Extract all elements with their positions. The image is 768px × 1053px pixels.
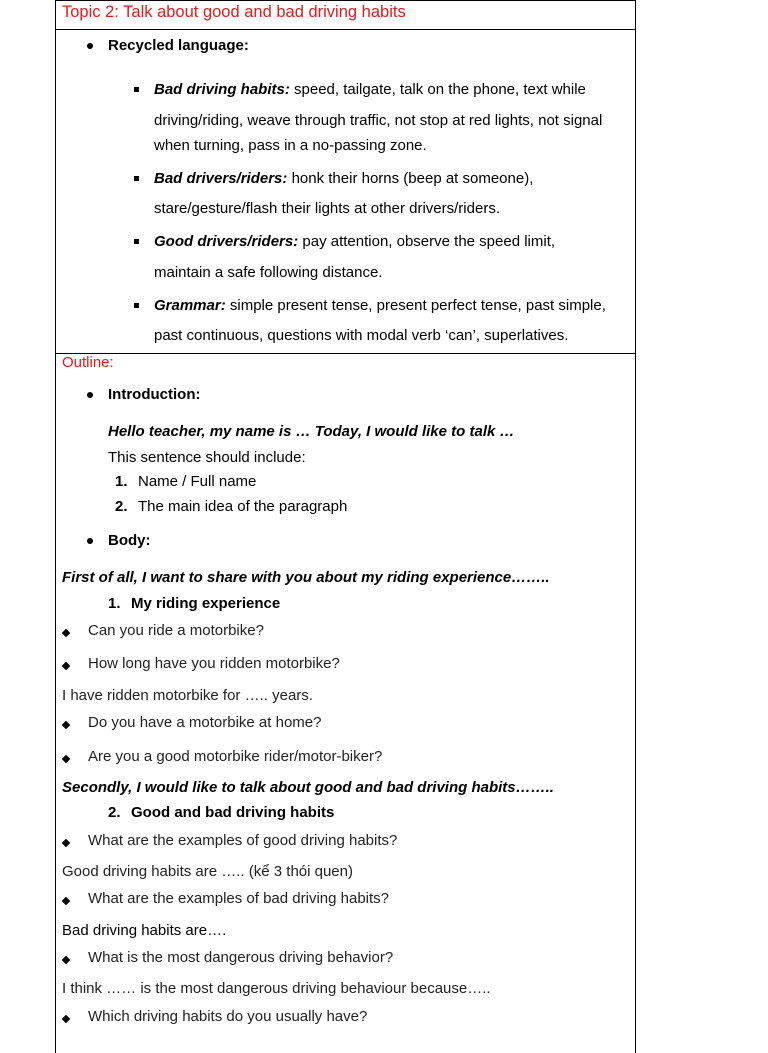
grammar-line2: past continuous, questions with modal verb ‘can’, superlatives. [154,327,569,344]
introduction-heading: Introduction: [108,386,201,403]
intro-item-num: 1. [115,473,128,490]
bullet-square [134,176,139,181]
question-7: What is the most dangerous driving behavior? [88,949,394,966]
bullet-square [134,87,139,92]
bad-habits-line1: Bad driving habits: speed, tailgate, talk on the phone, text while [154,81,586,98]
grammar-line1: Grammar: simple present tense, present perfect tense, past simple, [154,297,606,314]
bad-habits-line3: when turning, pass in a no-passing zone. [154,137,427,154]
question-5: What are the examples of good driving habits? [88,832,398,849]
question-3: Do you have a motorbike at home? [88,714,322,731]
bullet-square [134,303,139,308]
recycled-language-heading: Recycled language: [108,37,249,54]
bad-habits-line2: driving/riding, weave through traffic, not stop at red lights, not signal [154,112,603,129]
answer-5: Good driving habits are ….. (kể 3 thói quen) [62,863,353,880]
section2-num: 2. [108,804,121,821]
section1-title: My riding experience [131,595,281,612]
bullet-dot [87,392,93,398]
question-4: Are you a good motorbike rider/motor-biker? [88,748,383,765]
answer-7: I think …… is the most dangerous driving behaviour because….. [62,980,491,997]
bad-drivers-line1: Bad drivers/riders: honk their horns (beep at someone), [154,170,534,187]
bullet-square [134,239,139,244]
body-second-line: Secondly, I would like to talk about good and bad driving habits…….. [62,779,554,796]
intro-item-text: Name / Full name [138,473,257,490]
section1-num: 1. [108,595,121,612]
answer-2: I have ridden motorbike for ….. years. [62,687,313,704]
bad-drivers-line2: stare/gesture/flash their lights at other drivers/riders. [154,200,500,217]
section2-title: Good and bad driving habits [131,804,335,821]
good-drivers-line1: Good drivers/riders: pay attention, observe the speed limit, [154,233,556,250]
intro-item-text: The main idea of the paragraph [138,498,348,515]
question-1: Can you ride a motorbike? [88,622,264,639]
question-8: Which driving habits do you usually have? [88,1008,368,1025]
outline-label: Outline: [62,354,114,371]
answer-6: Bad driving habits are…. [62,922,227,939]
topic-title: Topic 2: Talk about good and bad driving habits [62,3,406,21]
question-2: How long have you ridden motorbike? [88,655,340,672]
question-6: What are the examples of bad driving habits? [88,890,390,907]
good-drivers-line2: maintain a safe following distance. [154,264,383,281]
introduction-sample: Hello teacher, my name is … Today, I would like to talk … [108,423,515,440]
bullet-dot [87,43,93,49]
body-heading: Body: [108,532,151,549]
introduction-note: This sentence should include: [108,449,306,466]
bullet-dot [87,538,93,544]
intro-item-num: 2. [115,498,128,515]
body-intro-line: First of all, I want to share with you about my riding experience…….. [62,569,550,586]
